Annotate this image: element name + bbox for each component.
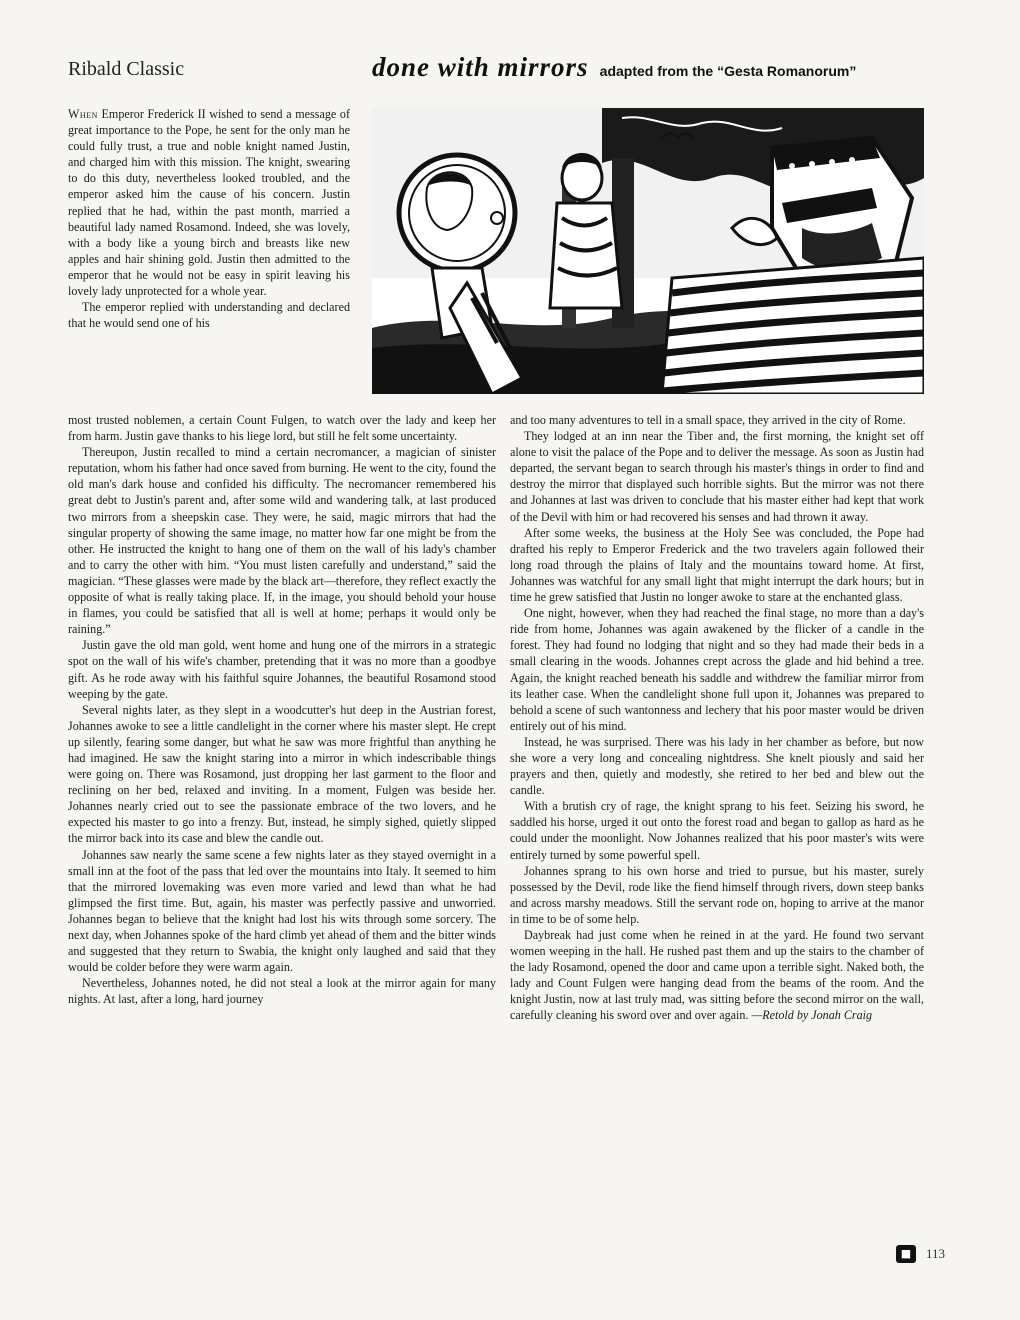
paragraph: One night, however, when they had reached the final stage, no more than a day's ride from home, Johannes was again awakened by the flicker of a candle in the forest. They had found no lodging that night and so they had made their beds in a small clearing in the woods. Johannes crept across the glade and hid behind a tree. Again, the knight reached beneath his saddle and withdrew the familiar mirror from its leather case. When the candlelight shone full upon it, Johannes was prepared to behold a scene of such wantonness and lechery that his poor master would be driven entirely out of his mind. <box>510 606 924 733</box>
section-label: Ribald Classic <box>68 58 185 80</box>
paragraph: Nevertheless, Johannes noted, he did not steal a look at the mirror again for many nights. At last, after a long, hard journey <box>68 976 496 1007</box>
paragraph-text: Daybreak had just come when he reined in at the yard. He found two servant women weeping in the hall. He rushed past them and up the stairs to the chamber of the lady Rosamond, opened the door and came upon a terrible sight. Naked both, the lady and Count Fulgen were hanging dead from the beams of the room. And the knight Justin, now at last truly mad, was sitting before the second mirror on the wall, carefully cleaning his sword over and over again. <box>510 928 924 1023</box>
page-number: 113 <box>926 1246 946 1261</box>
lead-word: When <box>68 107 98 121</box>
paragraph: Justin gave the old man gold, went home and hung one of the mirrors in a strategic spot on the wall of his wife's chamber, pretending that it was no more than a goodbye gift. As he rode away with his faithful squire Johannes, the beautiful Rosamond stood weeping by the gate. <box>68 638 496 701</box>
article-header <box>372 52 856 83</box>
intro-paragraph-text: Emperor Frederick II wished to send a message of great importance to the Pope, he sent for the only man he could fully trust, a true and noble knight named Justin, and charged him with this mission. The knight, swearing to do this duty, nevertheless looked troubled, and the emperor asked him the cause of his concern. Justin replied that he had, within the past month, married a beautiful lady named Rosamond. Indeed, she was lovely, with a body like a young birch and breasts like new apples and hair shining gold. Justin then admitted to the emperor that he would not be easy in spirit leaving his lovely lady unprotected for a whole year. <box>68 107 350 299</box>
knight-mirror-illustration <box>372 108 924 394</box>
paragraph: Instead, he was surprised. There was his lady in her chamber as before, but now she wore a very long and concealing nightdress. She knelt piously and said her prayers and then, quietly and modestly, she retired to her bed and blew out the candle. <box>510 734 924 798</box>
article-subtitle: adapted from the “Gesta Romanorum” <box>599 63 857 79</box>
intro-text <box>68 106 350 414</box>
illustration-svg <box>372 108 924 394</box>
paragraph: With a brutish cry of rage, the knight sprang to his feet. Seizing his sword, he saddled his horse, urged it out onto the forest road and began to gallop as hard as he could under the moonlight. Now Johannes realized that his poor master's wits were entirely turned by some powerful spell. <box>510 799 924 862</box>
paragraph: and too many adventures to tell in a small space, they arrived in the city of Rome. <box>510 413 906 427</box>
page-footer <box>896 1245 945 1263</box>
column-left <box>68 412 496 1262</box>
article-title: done with mirrors <box>372 52 589 82</box>
intro-paragraph-2: The emperor replied with understanding and declared that he would send one of his <box>68 300 350 331</box>
paragraph: Johannes sprang to his own horse and tried to pursue, but his master, surely possessed by the Devil, rode like the fiend himself through rivers, down steep banks and across marshy meadows. Still the servant rode on, hoping to arrive at the manor in time to be of some help. <box>510 863 924 926</box>
paragraph: They lodged at an inn near the Tiber and, the first morning, the knight set off alone to visit the palace of the Pope and to deliver the message. As soon as Justin had departed, the servant began to search through his master's things in order to find and destroy the mirror that displayed such horrible sights. But the mirror was not there and Johannes at last was driven to conclude that his master either had kept that work of the Devil with him or had recovered his senses and had thrown it away. <box>510 429 924 524</box>
paragraph: Thereupon, Justin recalled to mind a certain necromancer, a magician of sinister reputation, whom his father had once saved from burning. He went to the city, found the old man's dark house and confided his difficulty. The necromancer remembered his great debt to Justin's parent and, after some wild and wandering talk, at last produced two mirrors from a sheepskin case. They were, he said, magic mirrors that had the singular property of showing the same image, no matter how far one might be from the other. He instructed the knight to hang one of them on the wall of his lady's chamber and to carry the other with him. “You must listen carefully and understand,” said the magician. “These glasses were made by the black art—therefore, they reflect exactly the opposite of what is really taking place. If, in the image, you should behold your house in flames, you could be satisfied that all is well at home; perhaps it would only be raining.” <box>68 445 496 637</box>
paragraph: After some weeks, the business at the Holy See was concluded, the Pope had drafted his reply to Emperor Frederick and the two travelers again followed their long road through the plains of Italy and the mountains toward home. At first, Johannes was watchful for any small light that might interrupt the dark hours; but in time he grew satisfied that Justin no longer awoke to stare at the enchanted glass. <box>510 525 924 605</box>
paragraph: Johannes saw nearly the same scene a few nights later as they stayed overnight in a small inn at the foot of the pass that led over the mountains into Italy. It seemed to him that the mirrored lovemaking was even more varied and lewd than what he had glimpsed the first time. But, again, his master was perfectly passive and unworried. Johannes began to believe that the knight had lost his wits through some sorcery. The next day, when Johannes spoke of the hard climb yet ahead of them and the bitter winds and suggested that they return to Swabia, the knight only laughed and said that they would be colder before they were warm again. <box>68 847 496 975</box>
author-signature: —Retold by Jonah Craig <box>751 1008 873 1023</box>
column-right <box>510 412 924 1262</box>
paragraph-last <box>510 927 924 1024</box>
rabbit-head-logo-icon: ■ <box>896 1245 916 1263</box>
intro-paragraph <box>68 106 350 299</box>
paragraph: most trusted noblemen, a certain Count Fulgen, to watch over the lady and keep her from harm. Justin gave thanks to his liege lord, but still he felt some uncertainty. <box>68 413 496 444</box>
paragraph: Several nights later, as they slept in a woodcutter's hut deep in the Austrian forest, Johannes awoke to see a little candlelight in the corner where his master slept. He crept up silently, fearing some danger, but what he saw was more frightful than anything he had imagined. He saw the knight staring into a mirror in which indescribable things were going on. There was Rosamond, just dropping her last garment to the floor and reclining on her bed, relaxed and inviting. In a moment, Fulgen was beside her. Johannes nearly cried out to see the passionate embrace of the two lovers, and he expected his master to go into a frenzy. But, instead, he simply sighed, quietly slipped the mirror back into its case and blew the candle out. <box>68 702 496 846</box>
